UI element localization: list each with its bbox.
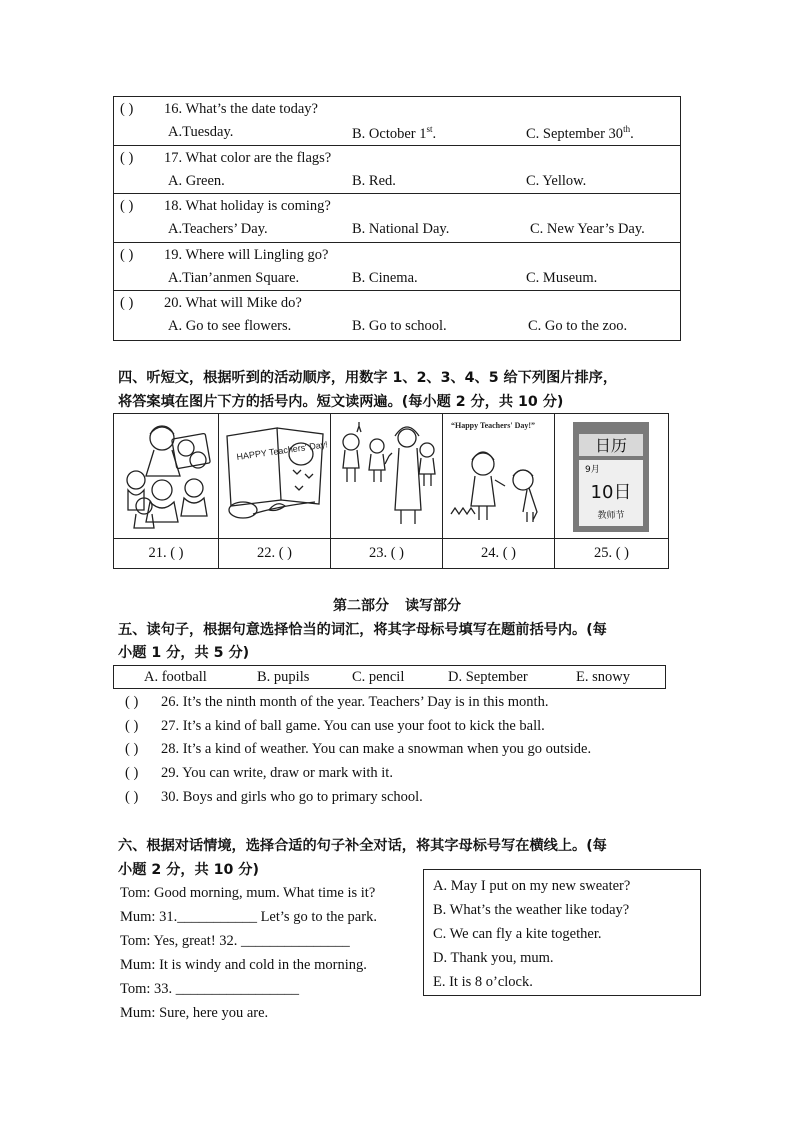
section-6-heading-line2: 小题 2 分，共 10 分) [118,862,259,878]
question-stem: ( ) 18. What holiday is coming? [120,198,331,215]
option-c: C. Museum. [526,269,598,286]
section-6-heading-line1: 六、根据对话情境，选择合适的句子补全对话，将其字母标号写在横线上。(每 [118,838,607,854]
option-c: C. Go to the zoo. [528,318,628,335]
section-5-heading-line2: 小题 1 分，共 5 分) [118,645,250,661]
question-row [114,194,680,243]
answer-box-25[interactable]: 25. ( ) [593,545,630,561]
picture-ordering-table [113,413,669,569]
option-a: A.Tian’anmen Square. [168,269,300,286]
section-4-heading-line2: 将答案填在图片下方的括号内。短文读两遍。(每小题 2 分，共 10 分) [118,394,564,410]
choice-option: B. What’s the weather like today? [433,902,630,918]
picture-student-bowing-to-teacher [443,414,555,539]
option-a: A. Go to see flowers. [168,318,292,335]
answer-box-24[interactable]: 24. ( ) [443,539,555,568]
dialogue-line[interactable]: Mum: 31.___________ Let’s go to the park. [120,909,377,925]
sentence-item: ( ) 27. It’s a kind of ball game. You can use your foot to kick the ball. [125,718,545,734]
word-bank [113,665,666,689]
question-stem: ( ) 16. What’s the date today? [120,101,318,117]
answer-bracket[interactable]: ( ) [125,741,139,757]
choice-option: A. May I put on my new sweater? [433,878,631,894]
answer-bracket[interactable]: ( ) [120,149,134,166]
answer-bracket[interactable]: ( ) [120,246,134,263]
option-a: A.Teachers’ Day. [168,221,268,238]
dialogue-line[interactable]: Tom: 33. _________________ [120,981,300,997]
card-text: HAPPY Teachers' Day! [235,439,329,462]
question-stem: ( ) 19. Where will Lingling go? [120,246,329,263]
listening-questions-table [113,96,681,341]
choice-option: D. Thank you, mum. [433,950,554,966]
part-2-title: 第二部分 读写部分 [333,598,461,614]
picture-teachers-day-card [219,414,331,539]
question-row [114,243,680,292]
sentence-item: ( ) 30. Boys and girls who go to primary school. [125,789,423,805]
answer-bracket[interactable]: ( ) [120,101,134,117]
banner-text: “Happy Teachers' Day!” [451,421,536,430]
calendar-caption: 教师节 [597,511,625,521]
answer-box-23[interactable]: 23. ( ) [331,539,443,568]
calendar-day: 10日 [590,482,632,503]
answer-box-22[interactable]: 22. ( ) [219,539,331,568]
sentence-choices-box [423,869,701,996]
answer-bracket[interactable]: ( ) [120,295,134,312]
answer-bracket[interactable]: ( ) [125,765,139,781]
option-b: B. Go to school. [352,318,447,335]
section-5-heading-line1: 五、读句子，根据句意选择恰当的词汇，将其字母标号填写在题前括号内。(每 [118,622,607,638]
calendar-month: 9月 [585,465,600,475]
sentence-item: ( ) 29. You can write, draw or mark with it. [125,765,393,781]
option-b: B. October 1st. [352,124,437,142]
answer-bracket[interactable]: ( ) [125,789,139,805]
sentence-item: ( ) 26. It’s the ninth month of the year. Teachers’ Day is in this month. [125,694,549,710]
question-row [114,291,680,340]
option-c: C. New Year’s Day. [530,221,645,238]
option-a: A. Green. [168,172,225,189]
answer-box-21[interactable]: 21. ( ) [114,539,219,568]
question-row [114,146,680,195]
option-c: C. September 30th. [526,124,634,142]
word-option: A. football [144,669,207,685]
choice-option: E. It is 8 o’clock. [433,974,533,990]
answer-bracket[interactable]: ( ) [120,198,134,215]
dialogue-line[interactable]: Tom: Yes, great! 32. _______________ [120,933,350,949]
answer-bracket[interactable]: ( ) [125,718,139,734]
dialogue-line: Mum: Sure, here you are. [120,1005,269,1021]
question-row [114,97,680,146]
answer-bracket[interactable]: ( ) [125,694,139,710]
option-b: B. Red. [352,172,396,189]
dialogue-line: Mum: It is windy and cold in the morning. [120,957,367,973]
word-option: B. pupils [257,669,310,685]
question-stem: ( ) 17. What color are the flags? [120,149,332,166]
picture-children-with-flowers [331,414,443,539]
calendar-title: 日历 [594,436,628,455]
picture-kids-with-teacher [114,414,219,539]
option-c: C. Yellow. [526,172,587,189]
option-b: B. Cinema. [352,269,418,286]
section-4-heading-line1: 四、听短文，根据听到的活动顺序，用数字 1、2、3、4、5 给下列图片排序， [118,370,618,386]
option-a: A.Tuesday. [168,124,234,140]
picture-calendar [555,414,668,539]
choice-option: C. We can fly a kite together. [433,926,602,942]
option-b: B. National Day. [352,221,450,238]
question-stem: ( ) 20. What will Mike do? [120,295,302,312]
sentence-item: ( ) 28. It’s a kind of weather. You can make a snowman when you go outside. [125,741,592,757]
word-option: C. pencil [352,669,405,685]
dialogue-line: Tom: Good morning, mum. What time is it? [120,885,376,901]
word-option: E. snowy [576,669,630,685]
word-option: D. September [448,669,528,685]
